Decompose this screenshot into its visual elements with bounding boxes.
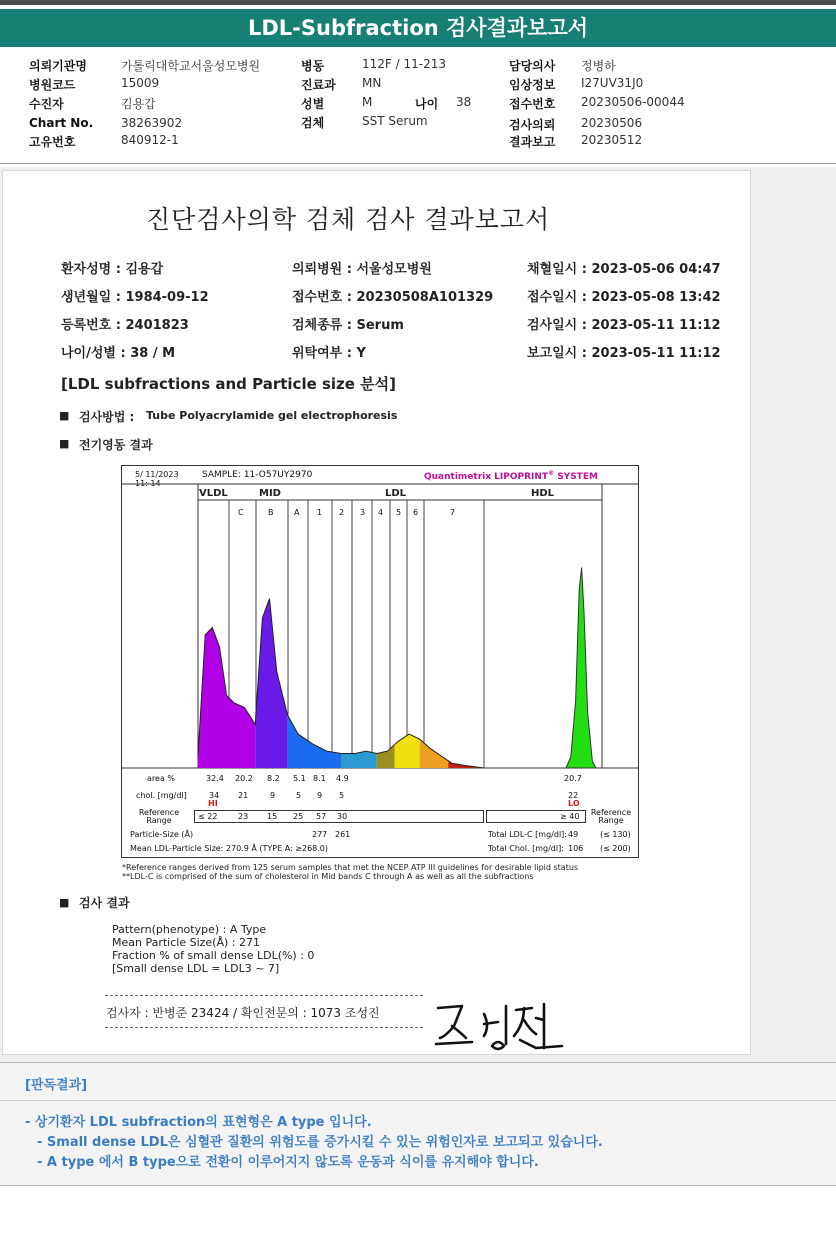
registration-number: 등록번호 : 2401823 bbox=[61, 318, 189, 333]
chol-value: 9 bbox=[317, 791, 323, 800]
header-label: 고유번호 bbox=[29, 135, 76, 149]
chart-plot bbox=[122, 466, 638, 857]
band-label-4: 4 bbox=[378, 508, 384, 517]
mean-ldl-size: Mean LDL-Particle Size: 270.9 Å (TYPE A: ≥268.0) bbox=[130, 844, 328, 853]
header-value: 20230506-00044 bbox=[581, 95, 685, 109]
header-label: 결과보고 bbox=[509, 135, 556, 149]
header-value: 가톨릭대학교서울성모병원 bbox=[121, 59, 261, 73]
reference-value: 25 bbox=[293, 812, 304, 821]
signer-line: 검사자 : 반병준 23424 / 확인전문의 : 1073 조성진 bbox=[106, 1006, 380, 1020]
referral-flag: 위탁여부 : Y bbox=[292, 346, 366, 361]
area-value: 4.9 bbox=[336, 774, 349, 783]
header-label: Chart No. bbox=[29, 116, 94, 130]
result-line: Mean Particle Size(Å) : 271 bbox=[112, 936, 260, 949]
chol-value: 5 bbox=[339, 791, 345, 800]
chol-label: chol. [mg/dl] bbox=[136, 791, 187, 800]
signature-divider bbox=[105, 1027, 423, 1028]
header-label: 병동 bbox=[301, 59, 325, 73]
group-label-vldl: VLDL bbox=[199, 488, 228, 499]
patient-name: 환자성명 : 김용갑 bbox=[61, 262, 164, 277]
band-label-c: C bbox=[238, 508, 244, 517]
header-label: 성별 bbox=[301, 97, 325, 111]
area-value: 32.4 bbox=[206, 774, 224, 783]
bullet-icon: ■ bbox=[59, 437, 70, 450]
header-value: MN bbox=[362, 76, 382, 90]
collection-time: 채혈일시 : 2023-05-06 04:47 bbox=[527, 262, 721, 277]
method-label: 검사방법 : bbox=[79, 410, 135, 424]
header-label: 병원코드 bbox=[29, 78, 76, 92]
chol-hdl-value: 22 bbox=[568, 791, 579, 800]
chol-value: 21 bbox=[238, 791, 249, 800]
section-title: [LDL subfractions and Particle size 분석] bbox=[61, 375, 397, 393]
total-ldl-label: Total LDL-C [mg/dl]: bbox=[488, 830, 567, 839]
brand-registered-mark: ® bbox=[548, 470, 555, 477]
chol-value: 34 bbox=[209, 791, 220, 800]
header-value: 38263902 bbox=[121, 116, 183, 130]
divider bbox=[0, 1100, 836, 1101]
header-value: 20230512 bbox=[581, 133, 643, 147]
header-value: 112F / 11-213 bbox=[362, 57, 446, 71]
reference-value: ≤ 22 bbox=[198, 812, 218, 821]
reference-value: 57 bbox=[316, 812, 327, 821]
particle-size-value: 261 bbox=[335, 830, 351, 839]
band-label-5: 5 bbox=[396, 508, 402, 517]
interpretation-heading: [판독결과] bbox=[25, 1078, 88, 1093]
interpretation-line: - A type 에서 B type으로 전환이 이루어지지 않도록 운동과 식이를 유지해야 합니다. bbox=[37, 1155, 539, 1170]
chart-time: 11: 14 bbox=[135, 479, 161, 488]
area-value: 20.2 bbox=[235, 774, 253, 783]
reference-label-right: Reference Range bbox=[590, 808, 632, 825]
band-label-b: B bbox=[268, 508, 274, 517]
header-label: 임상정보 bbox=[509, 78, 556, 92]
birth-date: 생년월일 : 1984-09-12 bbox=[61, 290, 209, 305]
result-line: Fraction % of small dense LDL(%) : 0 bbox=[112, 949, 315, 962]
particle-size-label: Particle-Size (Å) bbox=[130, 830, 194, 839]
header-value: 15009 bbox=[121, 76, 160, 90]
header-label: 담당의사 bbox=[509, 59, 556, 73]
band-label-7: 7 bbox=[450, 508, 456, 517]
result-line: Pattern(phenotype) : A Type bbox=[112, 923, 267, 936]
area-value: 8.1 bbox=[313, 774, 326, 783]
total-ldl-ref: (≤ 130) bbox=[600, 830, 631, 839]
handwritten-signature bbox=[432, 996, 572, 1052]
profile-segment bbox=[377, 745, 395, 768]
bullet-icon: ■ bbox=[59, 896, 70, 909]
brand-name: Quantimetrix LIPOPRINT bbox=[424, 472, 549, 482]
band-label-2: 2 bbox=[339, 508, 345, 517]
band-label-3: 3 bbox=[360, 508, 366, 517]
hi-flag: HI bbox=[208, 799, 218, 808]
header-value: SST Serum bbox=[362, 114, 428, 128]
method-value: Tube Polyacrylamide gel electrophoresis bbox=[146, 409, 398, 422]
requesting-hospital: 의뢰병원 : 서울성모병원 bbox=[292, 262, 432, 277]
profile-segment bbox=[395, 734, 420, 768]
area-value: 5.1 bbox=[293, 774, 306, 783]
band-label-1: 1 bbox=[317, 508, 323, 517]
age-value: 38 bbox=[456, 95, 472, 109]
receipt-time: 접수일시 : 2023-05-08 13:42 bbox=[527, 290, 721, 305]
header-value: 정병하 bbox=[581, 59, 616, 73]
group-label-hdl: HDL bbox=[531, 488, 555, 499]
header-label: 의뢰기관명 bbox=[29, 59, 87, 73]
test-time: 검사일시 : 2023-05-11 11:12 bbox=[527, 318, 721, 333]
header-value: M bbox=[362, 95, 373, 109]
header-label: 진료과 bbox=[301, 78, 336, 92]
header-label: 접수번호 bbox=[509, 97, 556, 111]
interpretation-line: - Small dense LDL은 심혈관 질환의 위험도를 증가시킬 수 있는 위험인자로 보고되고 있습니다. bbox=[37, 1135, 603, 1150]
group-label-ldl: LDL bbox=[385, 488, 407, 499]
area-value: 8.2 bbox=[267, 774, 280, 783]
header-value: 김용갑 bbox=[121, 97, 156, 111]
chol-value: 9 bbox=[270, 791, 276, 800]
band-label-6: 6 bbox=[413, 508, 419, 517]
accession-number: 접수번호 : 20230508A101329 bbox=[292, 290, 494, 305]
reference-value: 23 bbox=[238, 812, 249, 821]
interpretation-line: - 상기환자 LDL subfraction의 표현형은 A type 입니다. bbox=[25, 1115, 372, 1130]
chart-date: 5/ 11/2023 bbox=[135, 470, 179, 479]
total-chol-value: 106 bbox=[568, 844, 584, 853]
reference-value: 15 bbox=[267, 812, 278, 821]
header-value: I27UV31J0 bbox=[581, 76, 644, 90]
report-time: 보고일시 : 2023-05-11 11:12 bbox=[527, 346, 721, 361]
chol-value: 5 bbox=[296, 791, 302, 800]
area-label: area % bbox=[147, 774, 175, 783]
group-label-mid: MID bbox=[259, 488, 281, 499]
particle-size-value: 277 bbox=[312, 830, 328, 839]
reference-value: 30 bbox=[337, 812, 348, 821]
signature-divider bbox=[105, 995, 423, 996]
profile-segment bbox=[255, 599, 287, 768]
header-label: 수진자 bbox=[29, 97, 64, 111]
header-value: 20230506 bbox=[581, 116, 643, 130]
chart-sample: SAMPLE: 11-O57UY2970 bbox=[202, 470, 313, 480]
header-value: 840912-1 bbox=[121, 133, 179, 147]
header-label: 검사의뢰 bbox=[509, 118, 556, 132]
lipoprint-chart bbox=[121, 465, 639, 858]
profile-segment bbox=[198, 628, 255, 768]
total-ldl-value: 49 bbox=[568, 830, 579, 839]
hdl-peak bbox=[566, 568, 596, 768]
chart-note: **LDL-C is comprised of the sum of cholesterol in Mid bands C through A as well as all the subfractions bbox=[122, 872, 534, 881]
brand-system: SYSTEM bbox=[554, 472, 598, 482]
chart-note: *Reference ranges derived from 125 serum samples that met the NCEP ATP III guidelines for desirable lipid status bbox=[122, 863, 579, 872]
bullet-icon: ■ bbox=[59, 409, 70, 422]
top-dark-bar bbox=[0, 0, 836, 5]
band-label-a: A bbox=[294, 508, 300, 517]
result-line: [Small dense LDL = LDL3 ~ 7] bbox=[112, 962, 280, 975]
hdl-reference-value: ≥ 40 bbox=[560, 812, 580, 821]
total-chol-ref: (≤ 200) bbox=[600, 844, 631, 853]
total-chol-label: Total Chol. [mg/dl]: bbox=[488, 844, 564, 853]
age-sex: 나이/성별 : 38 / M bbox=[61, 346, 176, 361]
reference-label: Reference Range bbox=[138, 808, 180, 825]
page-title: LDL-Subfraction 검사결과보고서 bbox=[0, 9, 836, 47]
electrophoresis-label: 전기영동 결과 bbox=[79, 438, 153, 452]
lo-flag: LO bbox=[568, 799, 580, 808]
age-label: 나이 bbox=[415, 97, 439, 111]
area-hdl-value: 20.7 bbox=[564, 774, 582, 783]
specimen-type: 검체종류 : Serum bbox=[292, 318, 404, 333]
header-label: 검체 bbox=[301, 116, 325, 130]
result-label: 검사 결과 bbox=[79, 896, 130, 910]
divider bbox=[0, 163, 836, 164]
report-title: 진단검사의학 검체 검사 결과보고서 bbox=[146, 205, 551, 234]
profile-segment bbox=[287, 715, 341, 768]
